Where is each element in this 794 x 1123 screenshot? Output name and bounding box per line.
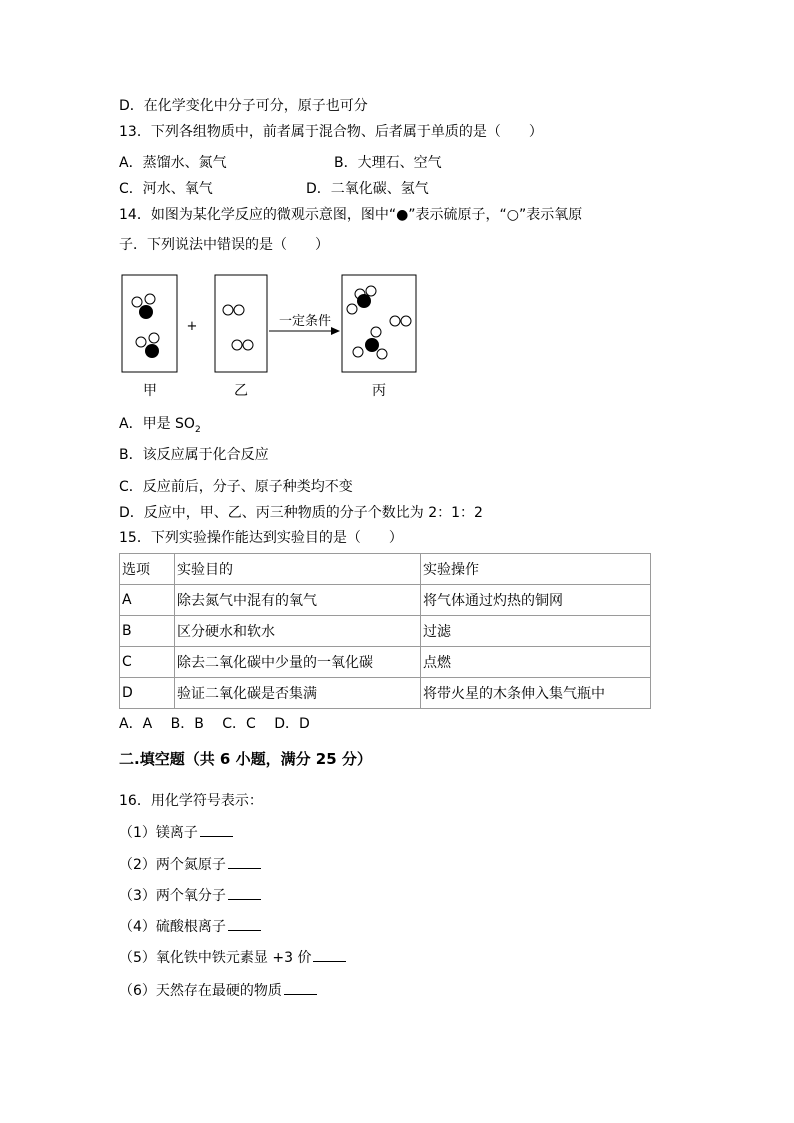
q16-item-label: （2）两个氮原子 — [119, 857, 226, 873]
oxygen-atom — [234, 305, 244, 315]
oxygen-atom — [347, 304, 357, 314]
section-title: 二.填空题（共 6 小题，满分 25 分） — [119, 750, 372, 768]
answer-blank — [228, 885, 261, 900]
q15-table — [119, 553, 651, 709]
label-jia: 甲 — [143, 383, 157, 399]
table-cell: D — [120, 678, 175, 709]
answer-blank — [200, 822, 233, 837]
q16-item — [119, 947, 346, 968]
answer-blank — [313, 947, 346, 962]
arrow-condition-label: 一定条件 — [278, 314, 332, 329]
oxygen-atom — [149, 333, 159, 343]
q14-option-a — [119, 414, 201, 440]
q13-stem: 13．下列各组物质中，前者属于混合物、后者属于单质的是（ ） — [119, 124, 543, 140]
oxygen-atom — [353, 347, 363, 357]
table-cell: 除去氮气中混有的氧气 — [175, 585, 421, 616]
q13-option-a: A．蒸馏水、氮气 — [119, 155, 227, 171]
sulfur-atom — [357, 294, 371, 308]
oxygen-atom — [390, 316, 400, 326]
q14-option-c: C．反应前后，分子、原子种类均不变 — [119, 479, 353, 495]
table-row — [120, 585, 651, 616]
reaction-diagram — [110, 265, 430, 405]
q16-item — [119, 854, 261, 875]
oxygen-atom — [145, 294, 155, 304]
q16-item-label: （5）氧化铁中铁元素显 +3 价 — [119, 950, 312, 966]
answer-blank — [228, 854, 261, 869]
table-header-cell: 选项 — [120, 554, 175, 585]
q14-stem-line1: 14．如图为某化学反应的微观示意图，图中“●”表示硫原子，“○”表示氧原 — [119, 207, 583, 223]
oxygen-atom — [223, 305, 233, 315]
q16-item — [119, 885, 261, 906]
q16-stem: 16．用化学符号表示： — [119, 793, 263, 809]
oxygen-atom — [132, 297, 142, 307]
q14-option-d: D．反应中，甲、乙、丙三种物质的分子个数比为 2：1：2 — [119, 505, 483, 521]
table-cell: 点燃 — [421, 647, 651, 678]
q16-item-label: （3）两个氧分子 — [119, 888, 226, 904]
table-cell: A — [120, 585, 175, 616]
q14-option-b: B．该反应属于化合反应 — [119, 447, 269, 463]
sulfur-atom — [139, 305, 153, 319]
sulfur-atom — [145, 344, 159, 358]
table-header-cell: 实验目的 — [175, 554, 421, 585]
table-cell: 过滤 — [421, 616, 651, 647]
table-cell: 区分硬水和软水 — [175, 616, 421, 647]
q16-item — [119, 980, 317, 1001]
oxygen-atom — [232, 340, 242, 350]
arrow-head-icon — [331, 327, 340, 335]
q15-answer-options: A．A B．B C．C D．D — [119, 716, 310, 732]
label-yi: 乙 — [234, 383, 248, 399]
answer-blank — [284, 980, 317, 995]
label-bing: 丙 — [372, 383, 386, 399]
table-row — [120, 678, 651, 709]
sulfur-atom — [365, 338, 379, 352]
table-row — [120, 616, 651, 647]
table-cell: 将气体通过灼热的铜网 — [421, 585, 651, 616]
oxygen-atom — [243, 340, 253, 350]
table-cell: 将带火星的木条伸入集气瓶中 — [421, 678, 651, 709]
table-header-cell: 实验操作 — [421, 554, 651, 585]
q12-option-d: D．在化学变化中分子可分，原子也可分 — [119, 98, 368, 114]
oxygen-atom — [377, 349, 387, 359]
q14-option-a-text: A．甲是 SO — [119, 416, 195, 432]
q14-option-a-subscript: 2 — [194, 424, 201, 435]
answer-blank — [228, 916, 261, 931]
q16-item — [119, 822, 233, 843]
q15-stem: 15．下列实验操作能达到实验目的是（ ） — [119, 530, 403, 546]
table-cell: 验证二氧化碳是否集满 — [175, 678, 421, 709]
q13-option-b: B．大理石、空气 — [334, 155, 442, 171]
oxygen-atom — [136, 337, 146, 347]
plus-sign: + — [186, 319, 198, 334]
oxygen-atom — [366, 286, 376, 296]
table-cell: B — [120, 616, 175, 647]
oxygen-atom — [371, 327, 381, 337]
q16-item-label: （6）天然存在最硬的物质 — [119, 983, 282, 999]
table-cell: 除去二氧化碳中少量的一氧化碳 — [175, 647, 421, 678]
q16-item-label: （4）硫酸根离子 — [119, 919, 226, 935]
table-header-row — [120, 554, 651, 585]
q13-option-d: D．二氧化碳、氢气 — [306, 181, 429, 197]
q16-item — [119, 916, 261, 937]
q14-stem-line2: 子．下列说法中错误的是（ ） — [119, 237, 329, 253]
box-yi — [215, 275, 267, 372]
table-row — [120, 647, 651, 678]
oxygen-atom — [401, 316, 411, 326]
q13-option-c: C．河水、氧气 — [119, 181, 213, 197]
table-cell: C — [120, 647, 175, 678]
q16-item-label: （1）镁离子 — [119, 825, 198, 841]
